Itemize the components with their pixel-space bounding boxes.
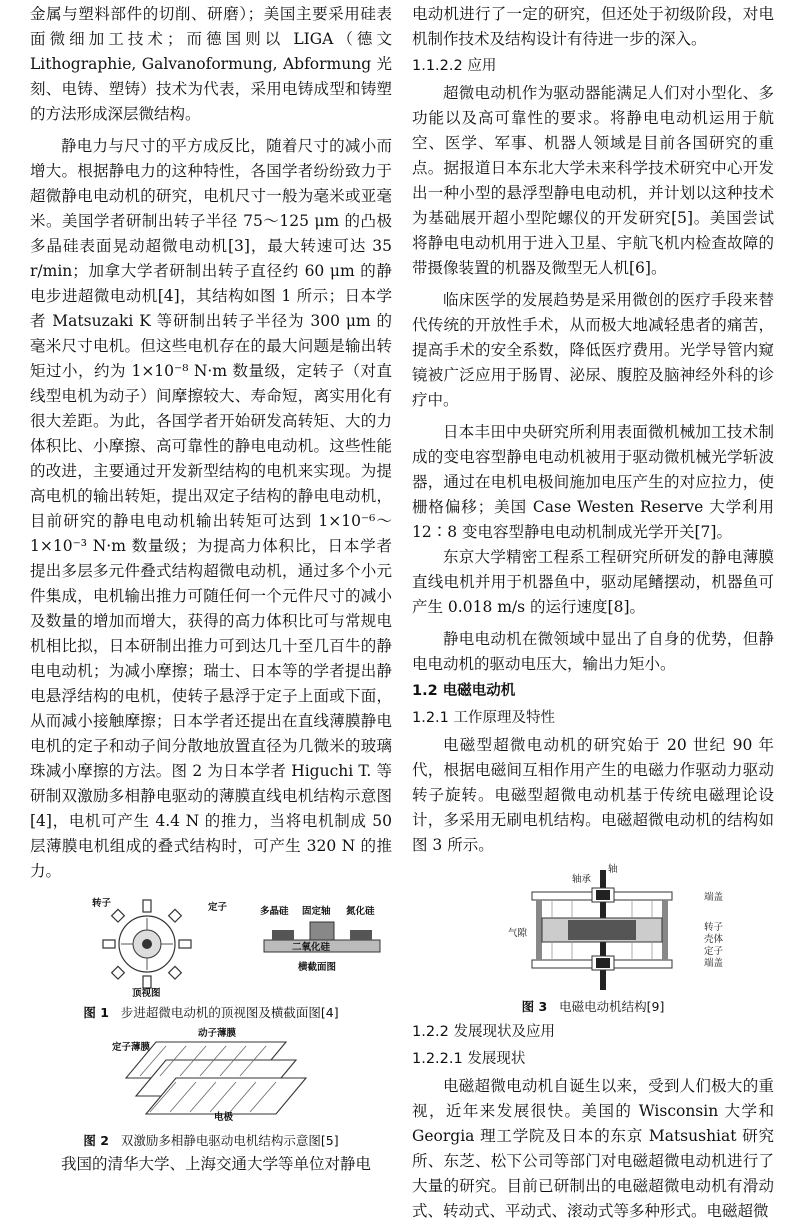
figure-1-caption-text: 步进超微电动机的顶视图及横截面图[4] (120, 1005, 339, 1020)
figure-1-caption-number: 图 1 (83, 1005, 109, 1020)
right-paragraph-7: 电磁型超微电动机的研究始于 20 世纪 90 年代，根据电磁间互相作用产生的电磁力作驱动力驱动转子旋转。电磁型超微电动机基于传统电磁理论设计，多采用无刷电机结构。电磁超微电动机的结构如图 3 所示。 (412, 736, 774, 854)
figure-3 (412, 864, 774, 994)
figure-3-caption-number: 图 3 (521, 999, 548, 1014)
fig1-fixed-shaft-label: 固定轴 (302, 906, 331, 917)
section-heading-1-2: 1.2 电磁电动机 (412, 683, 516, 699)
fig2-electrode-label: 电极 (214, 1112, 234, 1123)
section-heading-1-2-2: 1.2.2 发展现状及应用 (412, 1024, 556, 1040)
figure-2-caption-text: 双激励多相静电驱动电机结构示意图[5] (120, 1133, 339, 1148)
fig3-housing-label: 壳体 (704, 934, 724, 945)
left-paragraph-2: 静电力与尺寸的平方成反比，随着尺寸的减小而增大。根据静电力的这种特性，各国学者纷纷致力于超微静电电动机的研究，电机尺寸一般为毫米或亚毫米。美国学者研制出转子半径 75～125 μm 的凸极多晶硅表面晃动超微电动机[3]，最大转速可达 35 r/min；加拿大学者研制出转子直径约 60 μm 的静电步进超微电动机[4]，其结构如图 1 所示；日本学者 Matsuzaki K 等研制出转子半径为 300 μm 的毫米尺寸电机。但这些电机存在的最大问题是输出转矩过小，约为 1×10⁻⁸ N·m 数量级，定转子（对直线型电机为动子）间摩擦较大、寿命短，离实用化有很大差距。为此，各国学者开始研发高转矩、大的力体积比、小摩擦、高可靠性的静电电动机。这些性能的改进，主要通过开发新型结构的电机来实现。为提高电机的输出转矩，提出双定子结构的静电电动机，目前研究的静电电动机输出转矩可达到 1×10⁻⁶～1×10⁻³ N·m 数量级；为提高力体积比，日本学者提出多层多元件叠式结构超微电动机，通过多个小元件集成，电机输出推力可随任何一个元件尺寸的减小及数量的增加而增大，获得的高力体积比可与常规电机相比拟，日本研制出推力可到达几十至几百牛的静电电动机；为减小摩擦；瑞士、日本等的学者提出静电悬浮结构的电机，使转子悬浮于定子上面或下面，从而减小接触摩擦；日本学者还提出在直线薄膜静电电机的定子和动子间分散地放置直径为几微米的玻璃珠减小摩擦的方法。图 2 为日本学者 Higuchi T. 等研制双激励多相静电驱动的薄膜直线电机结构示意图[4]，电机可产生 4.4 N 的推力，当将电机制成 50 层薄膜电机组成的叠式结构时，可产生 320 N 的推力。 (30, 137, 392, 880)
right-paragraph-4: 日本丰田中央研究所利用表面微机械加工技术制成的变电容型静电电动机被用于驱动微机械光学斩波器，通过在电机电极间施加电压产生的对应拉力，使栅格偏移；美国 Case Westen Reserve 大学利用 12∶8 变电容型静电电动机制成光学开关[7]。 (412, 423, 774, 541)
fig3-shaft-label: 轴 (608, 864, 618, 875)
figure-3-caption-text: 电磁电动机结构[9] (559, 999, 665, 1014)
fig1-nitride-label: 氮化硅 (346, 906, 375, 917)
right-paragraph-6: 静电电动机在微领域中显出了自身的优势，但静电电动机的驱动电压大，输出力矩小。 (412, 630, 774, 673)
fig3-end-cap-bottom-label: 端盖 (704, 958, 724, 969)
right-paragraph-1: 电动机进行了一定的研究，但还处于初级阶段，对电机制作技术及结构设计有待进一步的深入。 (412, 5, 774, 48)
fig1-rotor-label: 转子 (92, 898, 112, 909)
left-column (30, 2, 392, 1177)
figure-3-caption (412, 998, 774, 1016)
figure-2-caption (30, 1132, 392, 1150)
fig2-mover-film-label: 动子薄膜 (198, 1028, 237, 1039)
right-column (412, 2, 774, 1224)
fig3-bearing-label: 轴承 (572, 874, 592, 885)
fig3-end-cap-top-label: 端盖 (704, 892, 724, 903)
figure-1-caption (30, 1004, 392, 1022)
section-heading-1-1-2-2: 1.1.2.2 应用 (412, 58, 497, 74)
right-paragraph-8: 电磁超微电动机自诞生以来，受到人们极大的重视，近年来发展很快。美国的 Wisconsin 大学和 Georgia 理工学院及日本的东京 Matsushiat 研究所、东芝、松下公司等部门对电磁超微电动机进行了大量的研究。目前已研制出的电磁超微电动机有滑动式、转动式、平动式、滚动式等多种形式。电磁超微 (412, 1077, 774, 1220)
fig1-cross-section-label: 横截面图 (298, 962, 337, 973)
fig2-stator-film-label: 定子薄膜 (112, 1042, 151, 1053)
right-paragraph-5: 东京大学精密工程系工程研究所研发的静电薄膜直线电机并用于机器鱼中，驱动尾鳍摆动，机器鱼可产生 0.018 m/s 的运行速度[8]。 (412, 548, 774, 616)
figure-2-caption-number: 图 2 (83, 1133, 109, 1148)
right-paragraph-3: 临床医学的发展趋势是采用微创的医疗手段来替代传统的开放性手术，从而极大地减轻患者的痛苦，提高手术的安全系数，降低医疗费用。光学导管内窥镜被广泛应用于肠胃、泌尿、腹腔及脑神经外科的诊疗中。 (412, 291, 774, 409)
fig3-rotor-label: 转子 (704, 922, 724, 933)
figure-1-top-view-drawing (85, 896, 215, 991)
figure-2 (30, 1028, 392, 1128)
fig1-stator-label: 定子 (208, 902, 228, 913)
fig3-stator-label: 定子 (704, 946, 724, 957)
fig3-air-gap-label: 气隙 (508, 928, 528, 939)
fig1-top-view-label: 顶视图 (132, 988, 161, 999)
right-paragraph-2: 超微电动机作为驱动器能满足人们对小型化、多功能以及高可靠性的要求。将静电电动机运用于航空、医学、军事、机器人领域是目前各国研究的重点。据报道日本东北大学未来科学技术研究中心开发出一种小型的悬浮型静电电动机，并计划以这种技术为基础展开超小型陀螺仪的开发研究[5]。美国尝试将静电电动机用于进入卫星、宇航飞机内检查故障的带摄像装置的机器及微型无人机[6]。 (412, 84, 774, 277)
section-heading-1-2-2-1: 1.2.2.1 发展现状 (412, 1051, 526, 1067)
fig1-sio2-label: 二氧化硅 (292, 942, 331, 953)
left-paragraph-1: 金属与塑料部件的切削、研磨）；美国主要采用硅表面微细加工技术；而德国则以 LIGA（德文 Lithographie, Galvanoformung, Abformung 光刻、电铸、塑铸）技术为代表，采用电铸成型和铸塑的方法形成深层微结构。 (30, 5, 392, 123)
fig1-poly-si-label: 多晶硅 (260, 906, 289, 917)
left-paragraph-3: 我国的清华大学、上海交通大学等单位对静电 (61, 1155, 372, 1173)
figure-1 (30, 890, 392, 1000)
section-heading-1-2-1: 1.2.1 工作原理及特性 (412, 710, 556, 726)
figure-3-drawing (512, 870, 692, 990)
